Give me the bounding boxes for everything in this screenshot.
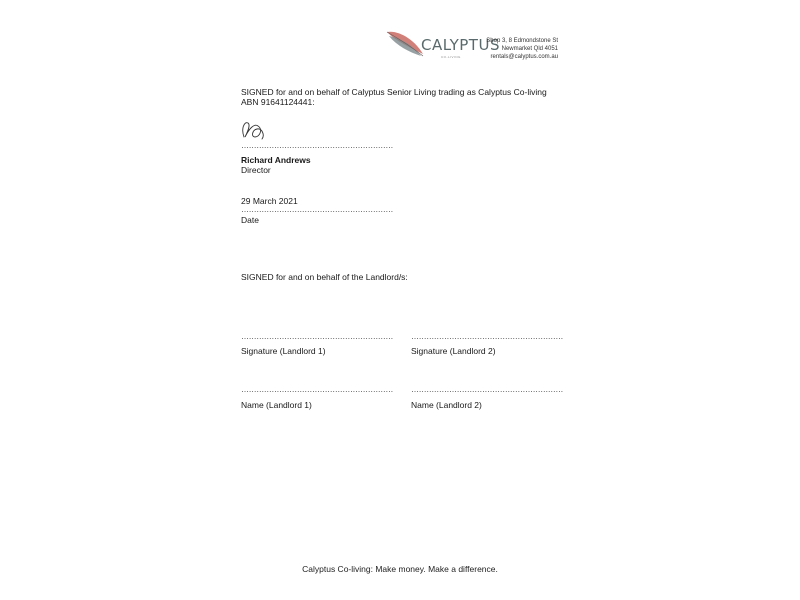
address-line: Newmarket Qld 4051 [501,46,558,52]
landlord-signed-line: SIGNED for and on behalf of the Landlord/s: [241,272,408,282]
address-line: Shop 3, 8 Edmondstone St [486,38,558,44]
signatory-name: Richard Andrews [241,155,311,165]
date-label: Date [241,215,259,225]
landlord2-name-label: Name (Landlord 2) [411,400,482,410]
company-signed-line1: SIGNED for and on behalf of Calyptus Senior Living trading as Calyptus Co-living [241,87,547,97]
logo-subtext: CO-LIVING [441,55,461,59]
company-logo [385,26,500,66]
landlord1-name-line: …………………………………………………… [241,385,394,394]
company-address [486,37,558,61]
signature-line: …………………………………………………… [241,141,394,150]
feather-logo-icon [385,26,425,60]
footer-tagline: Calyptus Co-living: Make money. Make a difference. [302,564,498,574]
landlord2-signature-label: Signature (Landlord 2) [411,346,496,356]
landlord1-signature-line: …………………………………………………… [241,332,394,341]
address-email: rentals@calyptus.com.au [490,54,558,60]
date-line: …………………………………………………… [241,205,394,214]
handwritten-signature [240,117,272,143]
signatory-title: Director [241,165,271,175]
company-signed-line2: ABN 91641124441: [241,97,315,107]
landlord2-name-line: …………………………………………………… [411,385,564,394]
landlord2-signature-line: …………………………………………………… [411,332,564,341]
landlord1-name-label: Name (Landlord 1) [241,400,312,410]
landlord1-signature-label: Signature (Landlord 1) [241,346,326,356]
logo-wordmark: CALYPTUS [421,36,500,54]
signing-date: 29 March 2021 [241,196,298,206]
